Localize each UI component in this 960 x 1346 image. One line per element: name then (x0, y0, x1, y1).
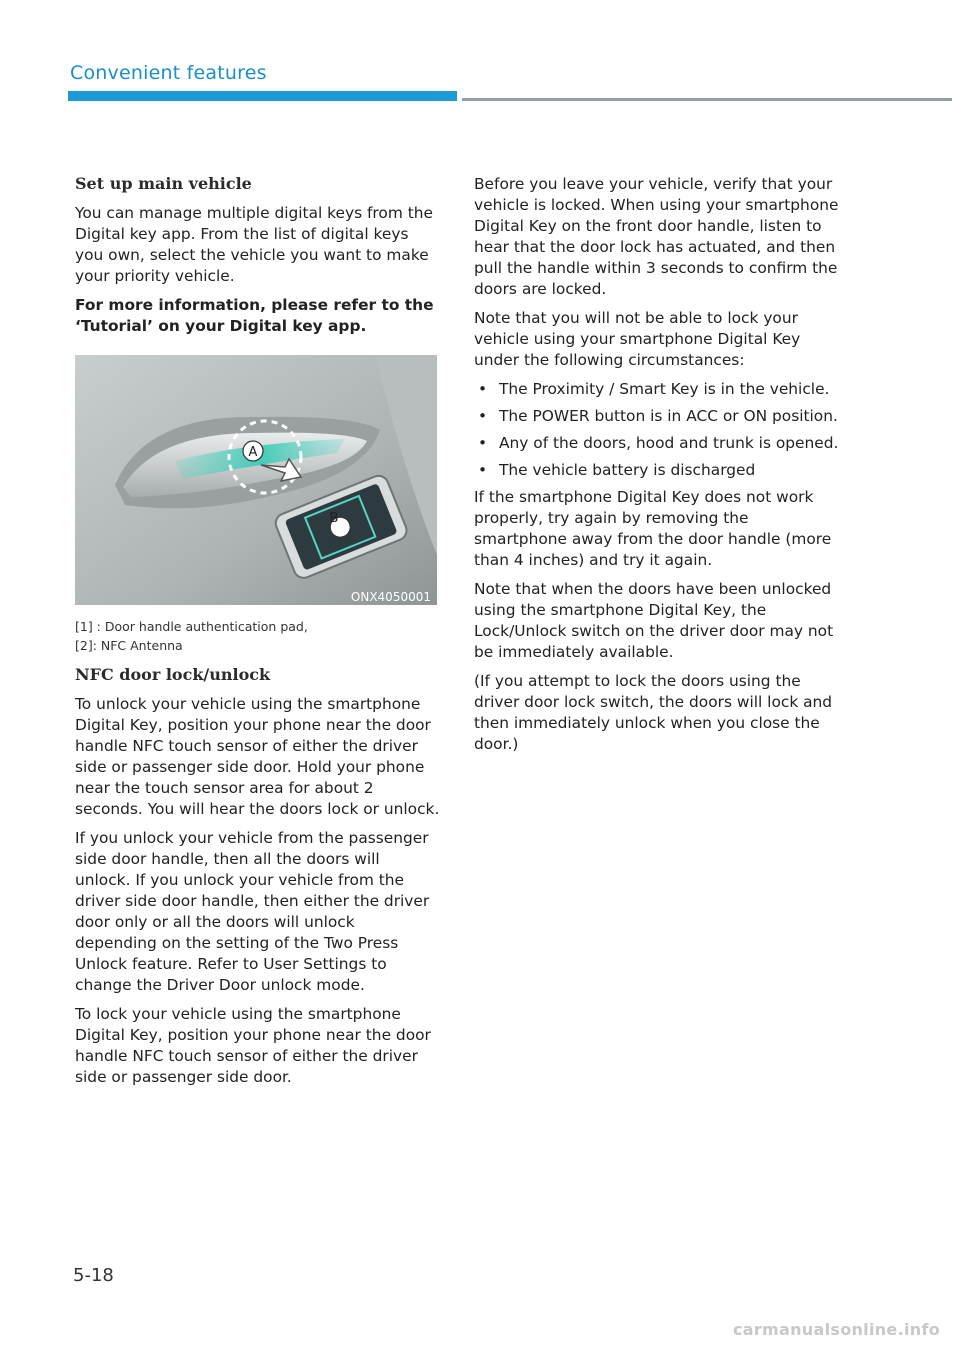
list-item: • The POWER button is in ACC or ON position. (478, 407, 838, 425)
watermark: carmanualsonline.info (732, 1320, 940, 1339)
header-accent-bar (68, 91, 457, 101)
right-column (474, 174, 844, 763)
section-title: Convenient features (70, 62, 267, 84)
header-divider (462, 98, 952, 101)
left-column (75, 174, 440, 1096)
door-handle-figure (75, 355, 437, 605)
label-b: B (329, 511, 339, 526)
paragraph: If the smartphone Digital Key does not work properly, try again by removing the smartphone away from the door handle (more than 4 inches) and try it again. (474, 488, 832, 569)
label-a: A (248, 445, 258, 460)
paragraph: Before you leave your vehicle, verify that your vehicle is locked. When using your smartphone Digital Key on the front door handle, listen to hear that the door lock has actuated, and then pull the handle within 3 seconds to confirm the doors are locked. (474, 175, 839, 298)
figure-caption-2: [2]: NFC Antenna (75, 638, 183, 653)
list-item: • Any of the doors, hood and trunk is opened. (478, 434, 839, 452)
paragraph: To unlock your vehicle using the smartphone Digital Key, position your phone near the door handle NFC touch sensor of either the driver side or passenger side door. Hold your phone near the touch sensor area for about 2 seconds. You will hear the doors lock or unlock. (75, 695, 440, 818)
figure-code: ONX4050001 (350, 590, 431, 604)
bullet-icon: • (478, 407, 488, 425)
circumstance-list (474, 379, 844, 481)
paragraph: To lock your vehicle using the smartphone Digital Key, position your phone near the door handle NFC touch sensor of either the driver side or passenger side door. (75, 1005, 431, 1086)
bullet-icon: • (478, 434, 488, 452)
heading-nfc-door-lock: NFC door lock/unlock (75, 665, 271, 684)
heading-set-up-main-vehicle: Set up main vehicle (75, 174, 252, 193)
door-handle-illustration (75, 355, 437, 605)
list-item: • The vehicle battery is discharged (478, 461, 756, 479)
paragraph: You can manage multiple digital keys from the Digital key app. From the list of digital keys you own, select the vehicle you want to make your priority vehicle. (75, 204, 433, 285)
paragraph-bold-note: For more information, please refer to the ‘Tutorial’ on your Digital key app. (75, 296, 434, 335)
bullet-icon: • (478, 461, 488, 479)
paragraph: Note that when the doors have been unlocked using the smartphone Digital Key, the Lock/Unlock switch on the driver door may not be immediately available. (474, 580, 834, 661)
paragraph: Note that you will not be able to lock your vehicle using your smartphone Digital Key under the following circumstances: (474, 309, 801, 369)
bullet-icon: • (478, 380, 488, 398)
paragraph: If you unlock your vehicle from the passenger side door handle, then all the doors will unlock. If you unlock your vehicle from the driver side door handle, then either the driver door only or all the doors will unlock depending on the setting of the Two Press Unlock feature. Refer to User Settings to change the Driver Door unlock mode. (75, 829, 430, 994)
list-item: • The Proximity / Smart Key is in the vehicle. (478, 380, 830, 398)
page-number: 5-18 (73, 1265, 114, 1286)
figure-caption-1: [1] : Door handle authentication pad, (75, 619, 308, 634)
paragraph: (If you attempt to lock the doors using the driver door lock switch, the doors will lock and then immediately unlock when you close the door.) (474, 672, 833, 753)
